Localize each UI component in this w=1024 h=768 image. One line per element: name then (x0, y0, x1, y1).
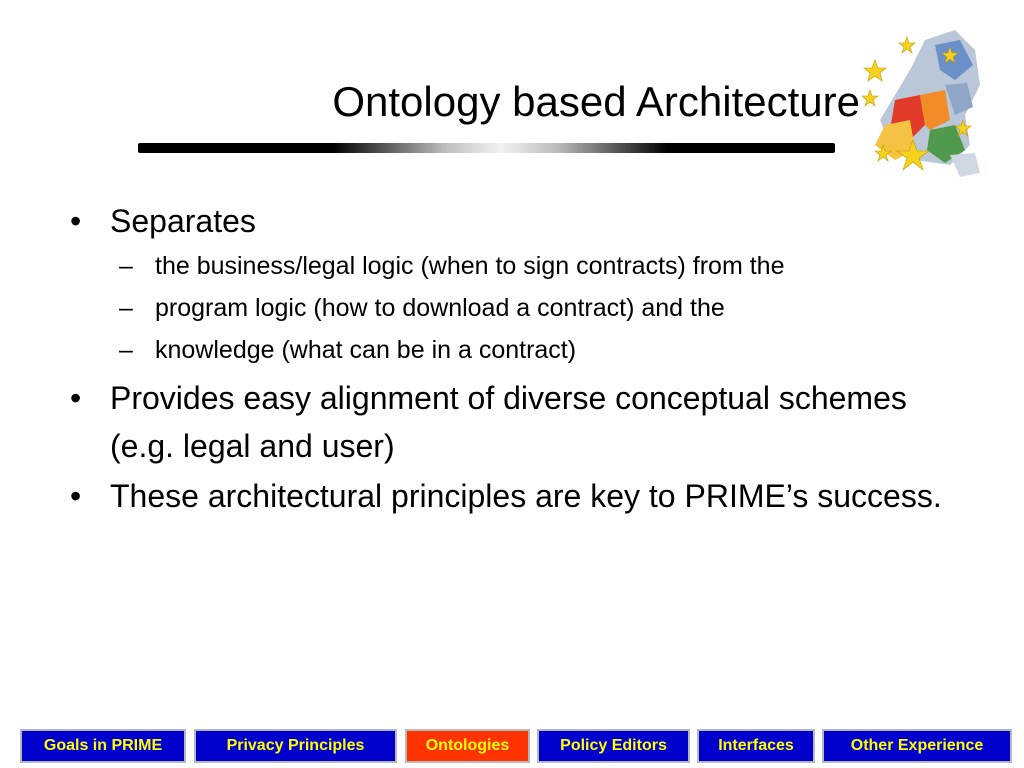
bullet-text: Separates (110, 203, 256, 239)
eu-stars-logo-icon (855, 25, 985, 180)
sub-dash-icon: – (119, 252, 133, 280)
nav-other-experience-button[interactable]: Other Experience (822, 729, 1012, 763)
nav-policy-editors-button[interactable]: Policy Editors (537, 729, 690, 763)
title-rule (138, 143, 835, 153)
bullet-item (70, 197, 970, 245)
sub-bullet-item (70, 248, 970, 284)
bullet-dot-icon: • (70, 380, 82, 416)
sub-bullet-item (70, 332, 970, 368)
sub-bullet-item (70, 290, 970, 326)
slide-content (70, 197, 970, 522)
sub-list (70, 248, 970, 368)
nav-interfaces-button[interactable]: Interfaces (697, 729, 815, 763)
nav-goals-in-prime-button[interactable]: Goals in PRIME (20, 729, 186, 763)
sub-dash-icon: – (119, 336, 133, 364)
nav-privacy-principles-button[interactable]: Privacy Principles (194, 729, 397, 763)
bullet-dot-icon: • (70, 478, 82, 514)
bullet-dot-icon: • (70, 203, 82, 239)
bullet-text: Provides easy alignment of diverse conceptual schemes (e.g. legal and user) (110, 380, 907, 464)
nav-ontologies-button[interactable]: Ontologies (405, 729, 530, 763)
sub-bullet-text: knowledge (what can be in a contract) (155, 336, 577, 364)
sub-bullet-text: the business/legal logic (when to sign contracts) from the (155, 252, 785, 280)
sub-bullet-text: program logic (how to download a contract) and the (155, 294, 725, 322)
bullet-item (70, 374, 970, 470)
slide-title: Ontology based Architecture (332, 78, 860, 125)
bullet-text: These architectural principles are key to PRIME’s success. (110, 478, 942, 514)
bullet-item (70, 472, 970, 520)
sub-dash-icon: – (119, 294, 133, 322)
